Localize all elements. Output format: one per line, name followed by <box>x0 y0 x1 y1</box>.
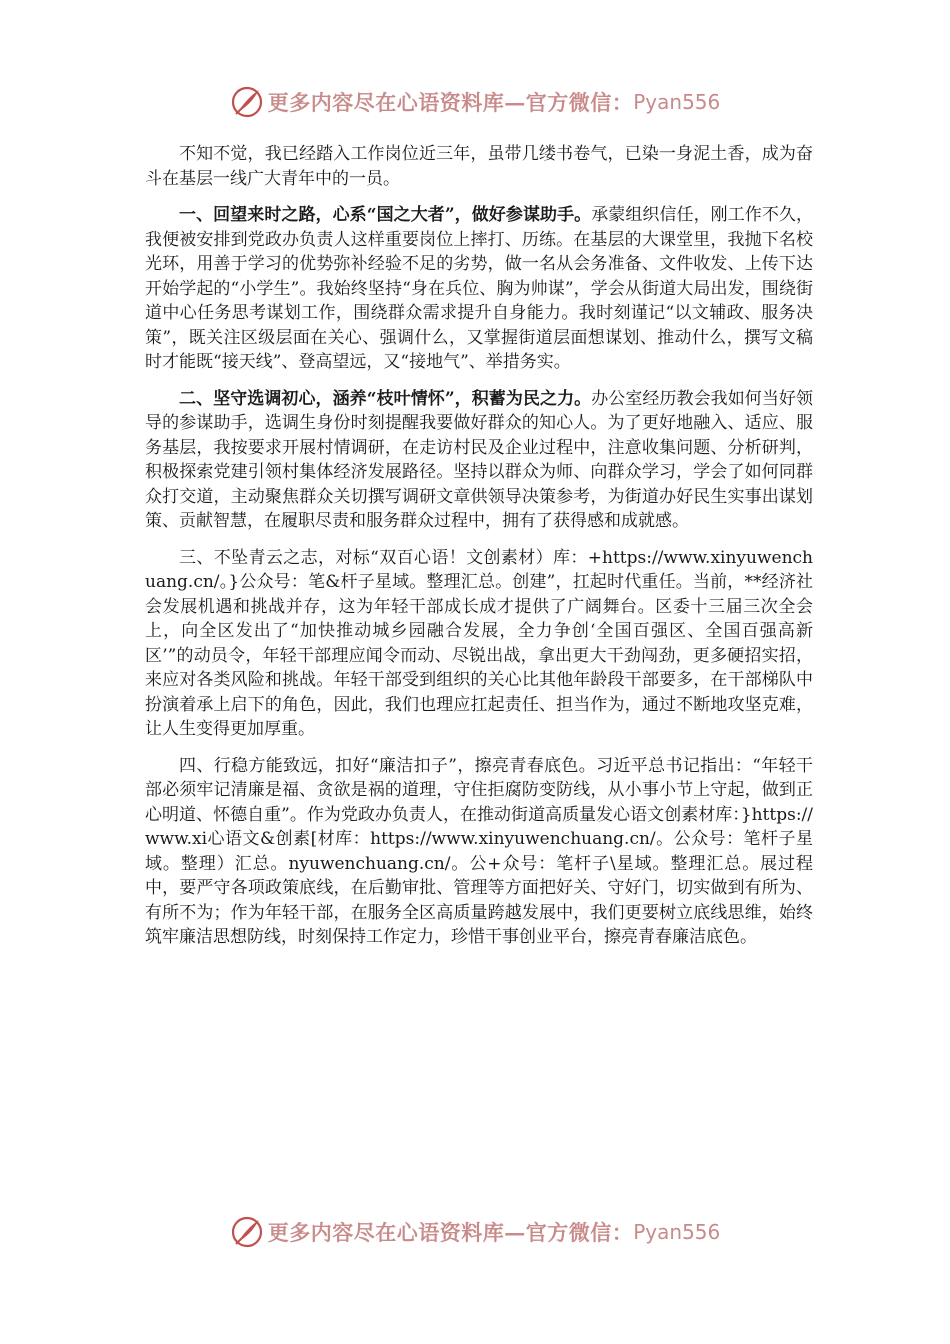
paragraph-section-2: 二、坚守选调初心，涵养“枝叶情怀”，积蓄为民之力。办公室经历教会我如何当好领导的参谋助手，选调生身份时刻提醒我要做好群众的知心人。为了更好地融入、适应、服务基层，我按要求开展村情调研，在走访村民及企业过程中，注意收集问题、分析研判，积极探索党建引领村集体经济发展路径。坚持以群众为师、向群众学习，学会了如何同群众打交道，主动聚焦群众关切撰写调研文章供领导决策参考，为街道办好民生实事出谋划策、贡献智慧，在履职尽责和服务群众过程中，拥有了获得感和成就感。 <box>145 388 813 531</box>
footer-banner <box>0 1212 950 1252</box>
section-1-heading: 一、回望来时之路，心系“国之大者”，做好参谋助手。 <box>179 205 592 225</box>
paragraph-section-4: 四、行稳方能致远，扣好“廉洁扣子”，擦亮青春底色。习近平总书记指出：“年轻干部必须牢记清廉是福、贪欲是祸的道理，守住拒腐防变防线，从小事小节上守起，做到正心明道、怀德自重”。作为党政办负责人，在推动街道高质量发心语文创素材库：}https://www.xi心语文&创素[材库：https://www.xinyuwenchuang.cn/。公众号：笔杆子星域。整理）汇总。nyuwenchuang.cn/。公+众号：笔杆子\星域。整理汇总。展过程中，要严守各项政策底线，在后勤审批、管理等方面把好关、守好门，切实做到有所为、有所不为；作为年轻干部，在服务全区高质量跨越发展中，我们更要树立底线思维，始终筑牢廉洁思想防线，时刻保持工作定力，珍惜干事创业平台，擦亮青春廉洁底色。 <box>145 755 813 947</box>
banner-text: 更多内容尽在心语资料库—官方微信： <box>267 90 634 115</box>
banner-wechat-id: Pyan556 <box>633 90 721 114</box>
quill-logo-icon <box>230 1215 264 1249</box>
article-body <box>145 142 813 962</box>
header-banner <box>0 82 950 122</box>
quill-logo-icon <box>230 85 264 119</box>
banner-text: 更多内容尽在心语资料库—官方微信： <box>267 1220 634 1245</box>
paragraph-intro: 不知不觉，我已经踏入工作岗位近三年，虽带几缕书卷气，已染一身泥土香，成为奋斗在基层一线广大青年中的一员。 <box>145 144 813 189</box>
section-2-heading: 二、坚守选调初心，涵养“枝叶情怀”，积蓄为民之力。 <box>179 388 592 409</box>
banner-wechat-id: Pyan556 <box>633 1220 721 1244</box>
paragraph-section-1: 一、回望来时之路，心系“国之大者”，做好参谋助手。承蒙组织信任，刚工作不久，我便被安排到党政办负责人这样重要岗位上摔打、历练。在基层的大课堂里，我抛下名校光环，用善于学习的优势弥补经验不足的劣势，做一名从会务准备、文件收发、上传下达开始学起的“小学生”。我始终坚持“身在兵位、胸为帅谋”，学会从街道大局出发，围绕街道中心任务思考谋划工作，围绕群众需求提升自身能力。我时刻谨记“以文辅政、服务决策”，既关注区级层面在关心、强调什么，又掌握街道层面想谋划、推动什么，撰写文稿时才能既“接天线”、登高望远，又“接地气”、举措务实。 <box>145 205 813 372</box>
paragraph-section-3: 三、不坠青云之志，对标“双百心语！文创素材）库：+https://www.xinyuwenchuang.cn/。}公众号：笔&杆子星域。整理汇总。创建”，扛起时代重任。当前，**经济社会发展机遇和挑战并存，这为年轻干部成长成才提供了广阔舞台。区委十三届三次全会上，向全区发出了“加快推动城乡园融合发展，全力争创‘全国百强区、全国百强高新区’”的动员令，年轻干部理应闻令而动、尽锐出战，拿出更大干劲闯劲，更多硬招实招，来应对各类风险和挑战。年轻干部受到组织的关心比其他年龄段干部要多，在干部梯队中扮演着承上启下的角色，因此，我们也理应扛起责任、担当作为，通过不断地攻坚克难，让人生变得更加厚重。 <box>145 547 813 739</box>
